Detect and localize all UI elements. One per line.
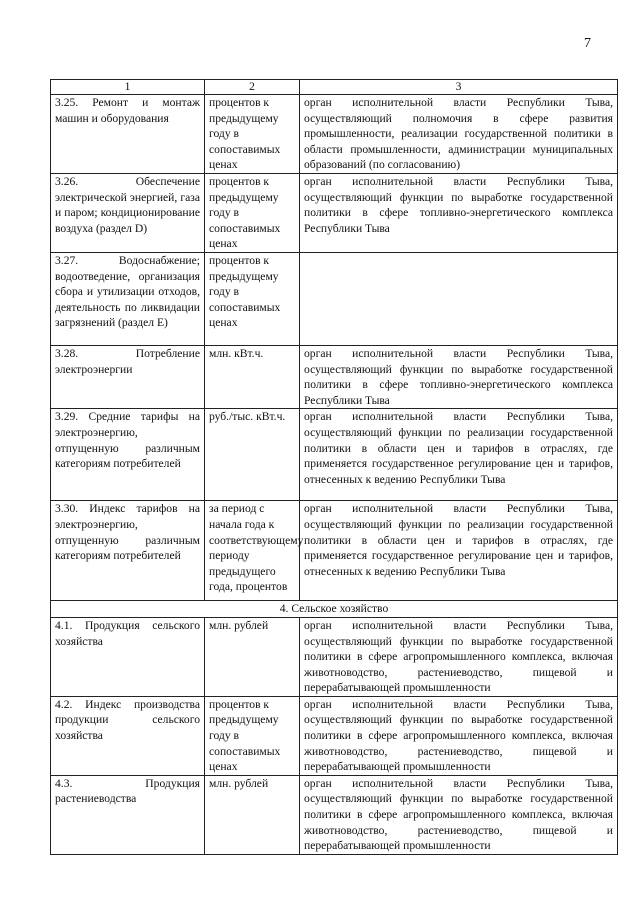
table-row <box>51 345 618 408</box>
authority-cell: орган исполнительной власти Республики Тыва, осуществляющий функции по реализации государственной политики в области цен и тарифов в отраслях, где применяется государственное регулирование цен и тарифов, отнесенных к ведению Республики Тыва <box>300 501 618 601</box>
section-title: 4. Сельское хозяйство <box>51 601 618 618</box>
indicator-cell: 3.27. Водоснабжение; водоотведение, организация сбора и утилизации отходов, деятельность по ликвидации загрязнений (раздел E) <box>51 252 205 345</box>
authority-cell: орган исполнительной власти Республики Тыва, осуществляющий полномочия в сфере развития промышленности, реализации государственной политики в области промышленности, администрации муниципальных образований (по согласованию) <box>300 95 618 174</box>
section-row <box>51 601 618 618</box>
table-row <box>51 252 618 345</box>
unit-cell: млн. рублей <box>205 617 300 696</box>
unit-cell: процентов к предыдущему году в сопоставимых ценах <box>205 95 300 174</box>
indicator-cell: 4.2. Индекс производства продукции сельского хозяйства <box>51 696 205 775</box>
table-row <box>51 95 618 174</box>
table-row <box>51 617 618 696</box>
unit-cell: процентов к предыдущему году в сопоставимых ценах <box>205 173 300 252</box>
indicator-cell: 3.29. Средние тарифы на электроэнергию, отпущенную различным категориям потребителей <box>51 409 205 501</box>
table-header-row <box>51 80 618 95</box>
authority-cell: орган исполнительной власти Республики Тыва, осуществляющий функции по выработке государственной политики в сфере топливно-энергетического комплекса Республики Тыва <box>300 345 618 408</box>
indicator-cell: 3.26. Обеспечение электрической энергией, газа и паром; кондиционирование воздуха (раздел D) <box>51 173 205 252</box>
page-number: 7 <box>584 36 591 51</box>
unit-cell: млн. рублей <box>205 775 300 854</box>
unit-cell: процентов к предыдущему году в сопоставимых ценах <box>205 252 300 345</box>
column-header-3: 3 <box>300 80 618 95</box>
table-row <box>51 173 618 252</box>
unit-cell: за период с начала года к соответствующему периоду предыдущего года, процентов <box>205 501 300 601</box>
unit-cell: руб./тыс. кВт.ч. <box>205 409 300 501</box>
indicator-cell: 4.1. Продукция сельского хозяйства <box>51 617 205 696</box>
table-row <box>51 696 618 775</box>
authority-cell: орган исполнительной власти Республики Тыва, осуществляющий функции по выработке государственной политики в сфере агропромышленного комплекса, включая животноводство, растениеводство, пищевой и перерабатывающей промышленности <box>300 617 618 696</box>
table-row <box>51 501 618 601</box>
indicators-table <box>50 79 618 855</box>
indicator-cell: 3.25. Ремонт и монтаж машин и оборудования <box>51 95 205 174</box>
authority-cell <box>300 252 618 345</box>
authority-cell: орган исполнительной власти Республики Тыва, осуществляющий функции по выработке государственной политики в сфере агропромышленного комплекса, включая животноводство, растениеводство, пищевой и перерабатывающей промышленности <box>300 696 618 775</box>
unit-cell: процентов к предыдущему году в сопоставимых ценах <box>205 696 300 775</box>
table-row <box>51 409 618 501</box>
indicator-cell: 3.28. Потребление электроэнергии <box>51 345 205 408</box>
authority-cell: орган исполнительной власти Республики Тыва, осуществляющий функции по выработке государственной политики в сфере агропромышленного комплекса, включая животноводство, растениеводство, пищевой и перерабатывающей промышленности <box>300 775 618 854</box>
indicator-cell: 4.3. Продукция растениеводства <box>51 775 205 854</box>
indicator-cell: 3.30. Индекс тарифов на электроэнергию, отпущенную различным категориям потребителей <box>51 501 205 601</box>
authority-cell: орган исполнительной власти Республики Тыва, осуществляющий функции по реализации государственной политики в области цен и тарифов в отраслях, где применяется государственное регулирование цен и тарифов, отнесенных к ведению Республики Тыва <box>300 409 618 501</box>
column-header-2: 2 <box>205 80 300 95</box>
table-row <box>51 775 618 854</box>
unit-cell: млн. кВт.ч. <box>205 345 300 408</box>
authority-cell: орган исполнительной власти Республики Тыва, осуществляющий функции по выработке государственной политики в сфере топливно-энергетического комплекса Республики Тыва <box>300 173 618 252</box>
column-header-1: 1 <box>51 80 205 95</box>
